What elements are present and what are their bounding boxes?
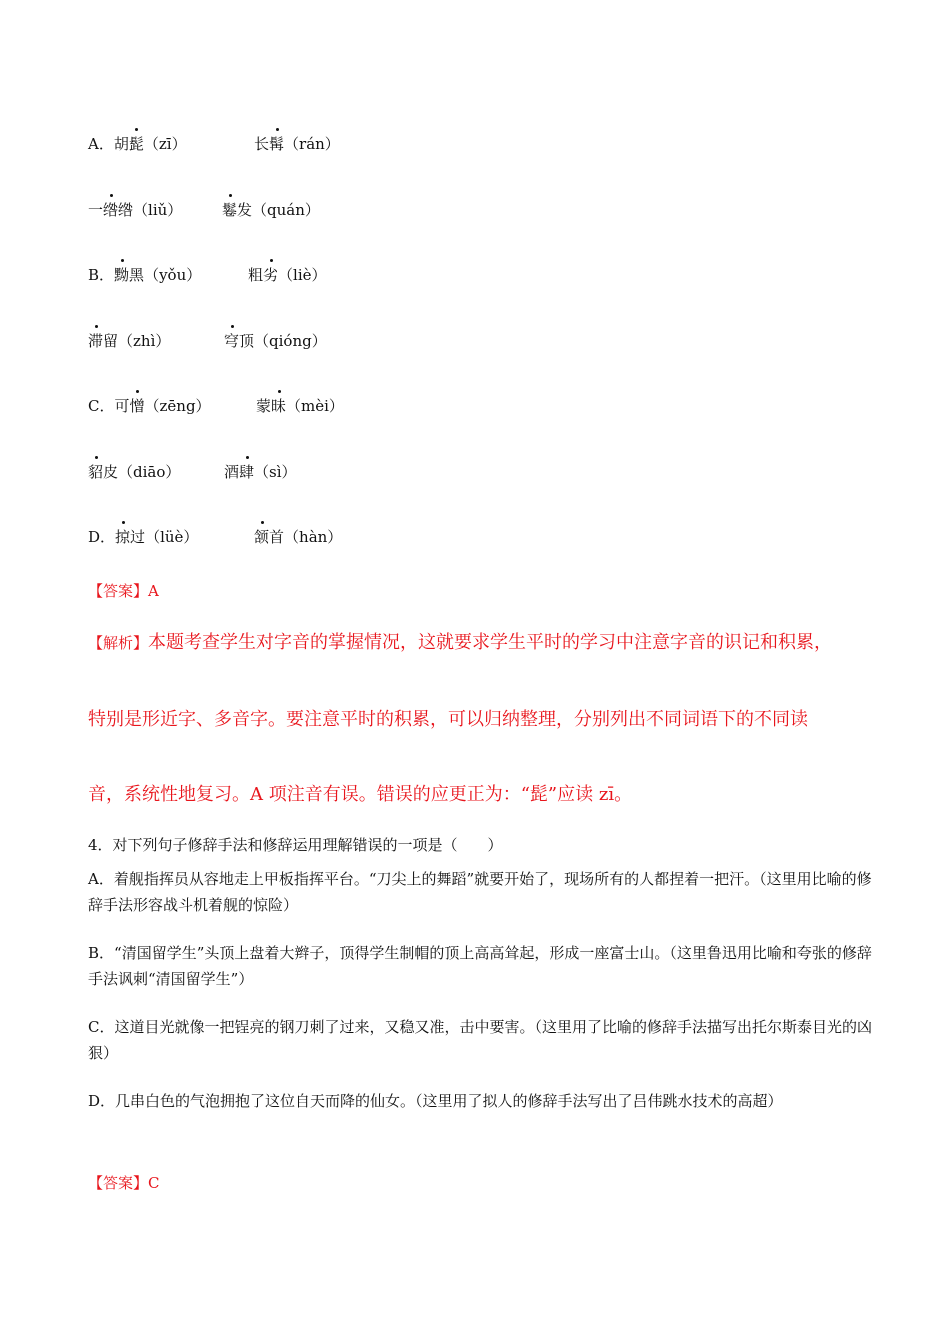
option-word-2: 鬈发（quán） <box>222 201 320 219</box>
question-4-option-b: B．“清国留学生”头顶上盘着大辫子，顶得学生制帽的顶上高高耸起，形成一座富士山。（这里鲁迅用比喻和夸张的修辞手法讽刺“清国留学生”） <box>88 944 872 988</box>
dotted-char: 昧 <box>271 397 287 415</box>
option-prefix: D． <box>88 528 116 546</box>
option-word-2: 蒙昧（mèi） <box>256 397 344 415</box>
dotted-char: 掠 <box>115 528 131 546</box>
dotted-char: 穹 <box>224 332 240 350</box>
dotted-char: 憎 <box>129 397 145 415</box>
option-word-1: 滞留（zhì） <box>88 332 171 350</box>
answer-value: A <box>148 582 159 600</box>
pinyin: （lüè） <box>145 528 199 546</box>
pinyin: （hàn） <box>284 528 343 546</box>
option-word-1: C．可憎（zēng） <box>88 397 211 415</box>
answer-q4 <box>88 1172 160 1193</box>
pinyin: （yǒu） <box>144 266 202 284</box>
pinyin: （sì） <box>254 463 297 481</box>
answer-label: 【答案】 <box>88 582 149 600</box>
pinyin: （zēng） <box>144 397 211 415</box>
pinyin: （diāo） <box>118 463 181 481</box>
dotted-char: 髯 <box>269 135 285 153</box>
dotted-char: 黝 <box>114 266 130 284</box>
pinyin: （qióng） <box>254 332 327 350</box>
dotted-char: 鬈 <box>222 201 238 219</box>
option-prefix: B． <box>88 266 115 284</box>
question-4-option-d: D．几串白色的气泡拥抱了这位自天而降的仙女。（这里用了拟人的修辞手法写出了吕伟跳水技术的高超） <box>88 1092 783 1110</box>
pinyin: （zī） <box>143 135 187 153</box>
option-word-2: 粗劣（liè） <box>248 266 327 284</box>
pinyin: （liǔ） <box>133 201 183 219</box>
option-prefix: C． <box>88 397 115 415</box>
option-word-1: B．黝黑（yǒu） <box>88 266 202 284</box>
analysis-line-1: 【解析】本题考查学生对字音的掌握情况，这就要求学生平时的学习中注意字音的识记和积累， <box>88 632 833 653</box>
dotted-char: 髭 <box>128 135 144 153</box>
dotted-char: 滞 <box>88 332 104 350</box>
option-prefix: A． <box>88 135 114 153</box>
answer-q3 <box>88 580 159 601</box>
answer-label: 【答案】 <box>88 1174 149 1192</box>
analysis-line-3: 音，系统性地复习。A 项注音有误。错误的应更正为：“髭”应读 zī。 <box>88 784 633 805</box>
dotted-char: 劣 <box>263 266 279 284</box>
option-word-1: 一绺绺（liǔ） <box>88 201 183 219</box>
pinyin: （mèi） <box>286 397 344 415</box>
question-4-option-a: A．着舰指挥员从容地走上甲板指挥平台。“刀尖上的舞蹈”就要开始了，现场所有的人都捏着一把汗。（这里用比喻的修辞手法形容战斗机着舰的惊险） <box>88 870 872 914</box>
option-word-1: A．胡髭（zī） <box>88 135 187 153</box>
pinyin: （zhì） <box>118 332 171 350</box>
option-word-2: 颔首（hàn） <box>254 528 343 546</box>
pinyin: （liè） <box>278 266 327 284</box>
pinyin: （quán） <box>252 201 320 219</box>
answer-value: C <box>148 1174 160 1192</box>
question-4-option-c: C．这道目光就像一把锃亮的钢刀刺了过来，又稳又准，击中要害。（这里用了比喻的修辞手法描写出托尔斯泰目光的凶狠） <box>88 1018 872 1062</box>
option-word-1: D．掠过（lüè） <box>88 528 199 546</box>
option-word-2: 酒肆（sì） <box>224 463 297 481</box>
question-4-stem: 4．对下列句子修辞手法和修辞运用理解错误的一项是（ ） <box>88 836 503 854</box>
option-word-2: 长髯（rán） <box>254 135 340 153</box>
analysis-label: 【解析】 <box>88 634 149 652</box>
option-word-2: 穹顶（qióng） <box>224 332 327 350</box>
dotted-char: 貂 <box>88 463 104 481</box>
dotted-char: 肆 <box>239 463 255 481</box>
dotted-char: 绺 <box>103 201 119 219</box>
pinyin: （rán） <box>284 135 340 153</box>
dotted-char: 颔 <box>254 528 270 546</box>
option-word-1: 貂皮（diāo） <box>88 463 181 481</box>
analysis-line-2: 特别是形近字、多音字。要注意平时的积累，可以归纳整理，分别列出不同词语下的不同读 <box>88 709 808 730</box>
